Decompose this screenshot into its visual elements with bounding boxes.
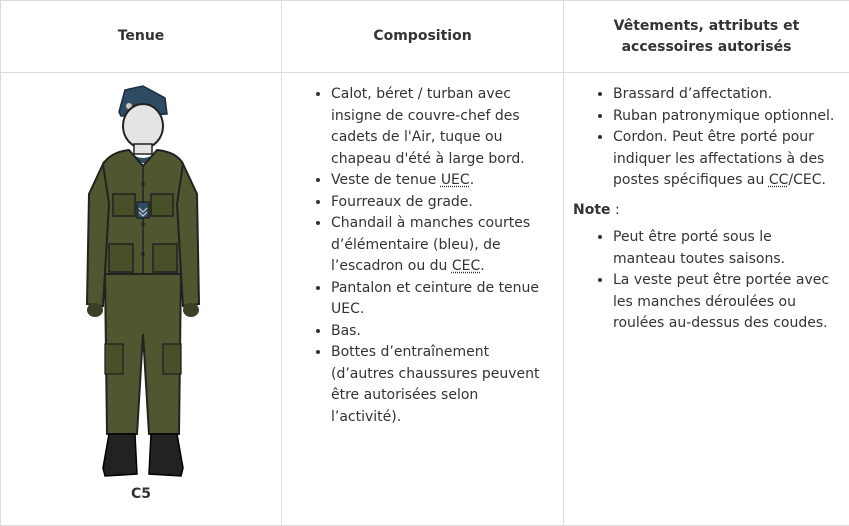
abbr-uec[interactable]: UEC (441, 172, 470, 188)
note-heading (573, 200, 848, 222)
note-separator: : (611, 202, 620, 218)
abbr-cc[interactable]: CC (769, 172, 789, 188)
cadet-uniform-illustration (81, 84, 201, 484)
header-dress: Tenue (1, 1, 282, 73)
dress-row (1, 73, 849, 526)
composition-cell (282, 73, 564, 526)
composition-text: Veste de tenue (331, 172, 441, 188)
composition-item (331, 342, 552, 428)
authorized-text: /CEC. (788, 172, 826, 188)
composition-text: Pantalon et ceinture de tenue UEC. (331, 280, 539, 318)
note-item (613, 227, 838, 270)
authorized-text: Cordon. Peut être porté pour indiquer les affectations à des postes spécifiques au (613, 129, 824, 188)
header-row (1, 1, 849, 73)
authorized-cell (564, 73, 849, 526)
header-composition: Composition (282, 1, 564, 73)
composition-text: . (470, 172, 474, 188)
dress-figure-cell (1, 73, 282, 526)
composition-text: Bottes d’entraînement (d’autres chaussures peuvent être autorisées selon l’activité). (331, 344, 539, 425)
abbr-cec[interactable]: CEC (452, 258, 480, 274)
composition-item (331, 170, 552, 192)
note-text: La veste peut être portée avec les manches déroulées ou roulées au-dessus des coudes. (613, 272, 829, 331)
composition-text: Bas. (331, 323, 361, 339)
composition-list (283, 84, 562, 428)
composition-text: Chandail à manches courtes d’élémentaire (bleu), de l’escadron ou du (331, 215, 530, 274)
authorized-list (565, 84, 848, 192)
note-item (613, 270, 838, 335)
composition-text: Calot, béret / turban avec insigne de couvre-chef des cadets de l'Air, tuque ou chapeau d'été à large bord. (331, 86, 525, 167)
authorized-text: Brassard d’affectation. (613, 86, 772, 102)
authorized-item (613, 84, 838, 106)
composition-text: . (480, 258, 484, 274)
authorized-text: Ruban patronymique optionnel. (613, 108, 834, 124)
note-text: Peut être porté sous le manteau toutes saisons. (613, 229, 785, 267)
composition-item (331, 321, 552, 343)
composition-item (331, 213, 552, 278)
header-authorized: Vêtements, attributs et accessoires autorisés (564, 1, 849, 73)
note-label: Note (573, 202, 611, 218)
composition-item (331, 278, 552, 321)
authorized-item (613, 106, 838, 128)
authorized-item (613, 127, 838, 192)
dress-code-label: C5 (1, 484, 281, 506)
composition-item (331, 84, 552, 170)
note-list (565, 227, 848, 335)
composition-item (331, 192, 552, 214)
composition-text: Fourreaux de grade. (331, 194, 473, 210)
